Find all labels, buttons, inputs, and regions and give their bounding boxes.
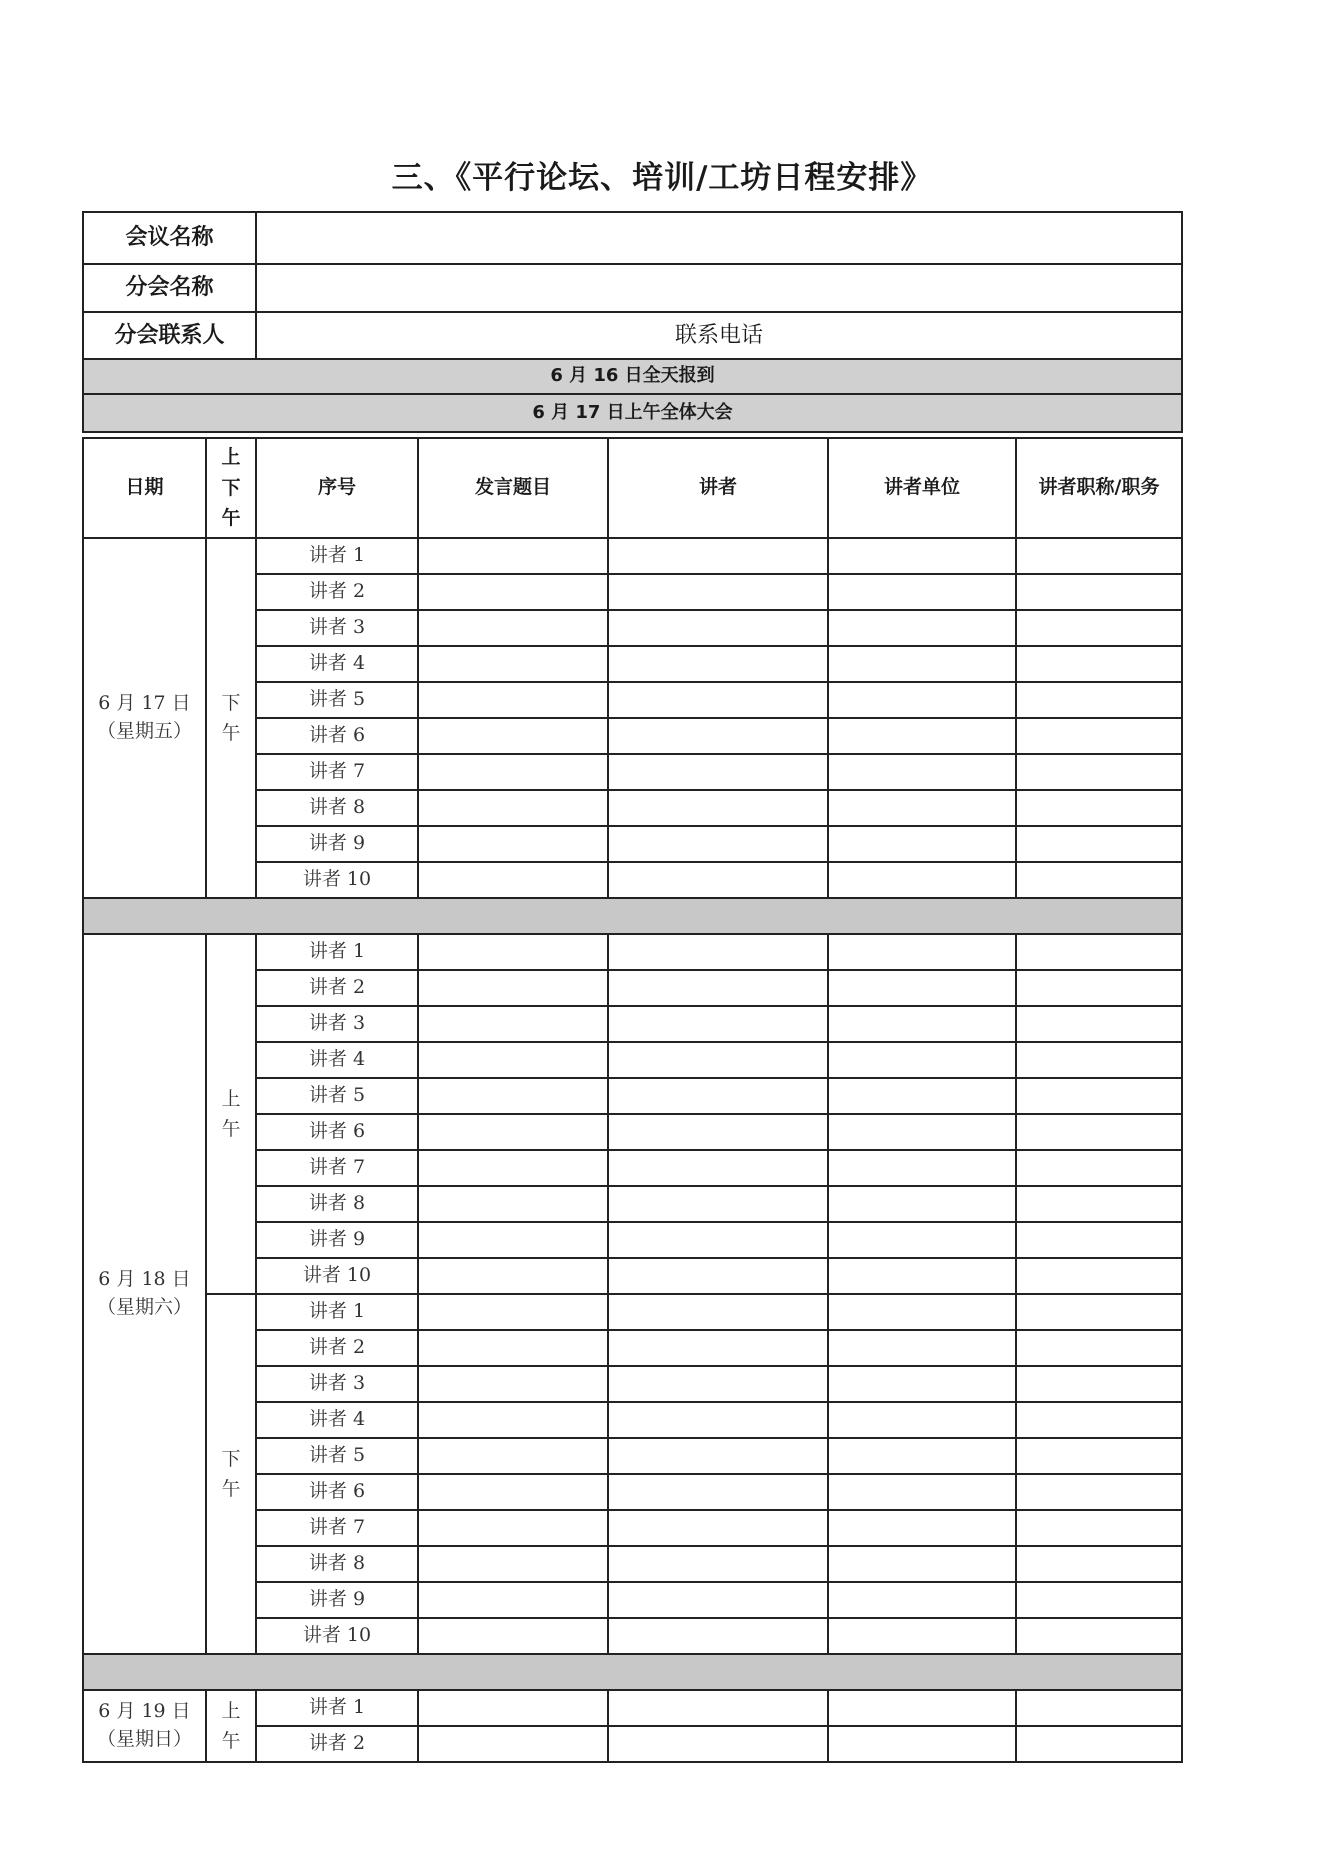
date-text: 6 月 18 日 [98, 1268, 191, 1291]
speaker-org-cell[interactable] [828, 1618, 1016, 1654]
speaker-title-cell[interactable] [1016, 1366, 1182, 1402]
speaker-seq-cell: 讲者 2 [256, 1330, 418, 1366]
speaker-name-cell[interactable] [608, 1330, 828, 1366]
col-header-topic: 发言题目 [418, 438, 608, 538]
speaker-title-cell[interactable] [1016, 1294, 1182, 1330]
meeting-name-label: 会议名称 [83, 212, 256, 264]
speaker-title-cell[interactable] [1016, 1150, 1182, 1186]
speaker-org-cell[interactable] [828, 790, 1016, 826]
speaker-name-cell[interactable] [608, 1294, 828, 1330]
speaker-seq-cell: 讲者 4 [256, 1402, 418, 1438]
contact-cell[interactable] [256, 312, 1182, 359]
speaker-name-cell[interactable] [608, 1402, 828, 1438]
speaker-title-cell[interactable] [1016, 574, 1182, 610]
date-cell [83, 1690, 206, 1762]
topic-cell[interactable] [418, 1042, 608, 1078]
col-header-title: 讲者职称/职务 [1016, 438, 1182, 538]
topic-cell[interactable] [418, 1222, 608, 1258]
period-text: 下午 [221, 1447, 241, 1500]
topic-cell[interactable] [418, 1690, 608, 1726]
plenary-band: 6 月 17 日上午全体大会 [83, 394, 1182, 432]
period-text: 上午 [221, 1699, 241, 1752]
topic-cell[interactable] [418, 1006, 608, 1042]
speaker-title-cell[interactable] [1016, 1402, 1182, 1438]
speaker-title-cell[interactable] [1016, 1618, 1182, 1654]
speaker-title-cell[interactable] [1016, 1690, 1182, 1726]
topic-cell[interactable] [418, 1474, 608, 1510]
topic-cell[interactable] [418, 1150, 608, 1186]
topic-cell[interactable] [418, 1330, 608, 1366]
speaker-seq-cell: 讲者 9 [256, 826, 418, 862]
topic-cell[interactable] [418, 1726, 608, 1762]
speaker-name-cell[interactable] [608, 862, 828, 898]
period-cell [206, 1690, 256, 1762]
speaker-name-cell[interactable] [608, 646, 828, 682]
speaker-org-cell[interactable] [828, 718, 1016, 754]
topic-cell[interactable] [418, 790, 608, 826]
meeting-name-field[interactable] [256, 212, 1182, 264]
period-cell [206, 1294, 256, 1654]
topic-cell[interactable] [418, 538, 608, 574]
speaker-title-cell[interactable] [1016, 1474, 1182, 1510]
speaker-org-cell[interactable] [828, 1042, 1016, 1078]
speaker-seq-cell: 讲者 8 [256, 790, 418, 826]
topic-cell[interactable] [418, 1114, 608, 1150]
speaker-seq-cell: 讲者 8 [256, 1186, 418, 1222]
speaker-title-cell[interactable] [1016, 862, 1182, 898]
speaker-org-cell[interactable] [828, 1438, 1016, 1474]
speaker-name-cell[interactable] [608, 718, 828, 754]
day-separator [83, 898, 1182, 934]
speaker-name-cell[interactable] [608, 1258, 828, 1294]
col-header-seq: 序号 [256, 438, 418, 538]
table-row [83, 1690, 1182, 1726]
page-title: 三、《平行论坛、培训/工坊日程安排》 [391, 160, 933, 196]
speaker-name-cell[interactable] [608, 754, 828, 790]
speaker-name-cell[interactable] [608, 610, 828, 646]
speaker-name-cell[interactable] [608, 1186, 828, 1222]
date-cell [83, 538, 206, 898]
topic-cell[interactable] [418, 970, 608, 1006]
speaker-name-cell[interactable] [608, 538, 828, 574]
topic-cell[interactable] [418, 610, 608, 646]
topic-cell[interactable] [418, 1402, 608, 1438]
day-separator [83, 1654, 1182, 1690]
speaker-org-cell[interactable] [828, 1078, 1016, 1114]
topic-cell[interactable] [418, 646, 608, 682]
topic-cell[interactable] [418, 1546, 608, 1582]
session-name-field[interactable] [256, 264, 1182, 312]
speaker-org-cell[interactable] [828, 1150, 1016, 1186]
speaker-name-cell[interactable] [608, 1690, 828, 1726]
speaker-seq-cell: 讲者 4 [256, 646, 418, 682]
speaker-org-cell[interactable] [828, 610, 1016, 646]
speaker-org-cell[interactable] [828, 1222, 1016, 1258]
date-text: 6 月 17 日 [98, 692, 191, 715]
speaker-seq-cell: 讲者 1 [256, 1294, 418, 1330]
speaker-title-cell[interactable] [1016, 1330, 1182, 1366]
speaker-title-cell[interactable] [1016, 1258, 1182, 1294]
table-row [83, 1294, 1182, 1330]
topic-cell[interactable] [418, 574, 608, 610]
speaker-title-cell[interactable] [1016, 1438, 1182, 1474]
speaker-title-cell[interactable] [1016, 1042, 1182, 1078]
speaker-title-cell[interactable] [1016, 1510, 1182, 1546]
speaker-org-cell[interactable] [828, 754, 1016, 790]
speaker-title-cell[interactable] [1016, 1222, 1182, 1258]
speaker-seq-cell: 讲者 8 [256, 1546, 418, 1582]
speaker-seq-cell: 讲者 4 [256, 1042, 418, 1078]
table-row [83, 538, 1182, 574]
speaker-org-cell[interactable] [828, 1330, 1016, 1366]
day-separator-row [83, 1654, 1182, 1690]
contact-label: 分会联系人 [83, 312, 256, 359]
topic-cell[interactable] [418, 718, 608, 754]
speaker-title-cell[interactable] [1016, 970, 1182, 1006]
speaker-title-cell[interactable] [1016, 646, 1182, 682]
topic-cell[interactable] [418, 934, 608, 970]
speaker-org-cell[interactable] [828, 538, 1016, 574]
speaker-org-cell[interactable] [828, 1402, 1016, 1438]
speaker-name-cell[interactable] [608, 1222, 828, 1258]
speaker-title-cell[interactable] [1016, 826, 1182, 862]
speaker-title-cell[interactable] [1016, 1006, 1182, 1042]
speaker-name-cell[interactable] [608, 1078, 828, 1114]
speaker-seq-cell: 讲者 2 [256, 574, 418, 610]
speaker-org-cell[interactable] [828, 682, 1016, 718]
speaker-name-cell[interactable] [608, 1510, 828, 1546]
speaker-org-cell[interactable] [828, 1474, 1016, 1510]
speaker-org-cell[interactable] [828, 1726, 1016, 1762]
speaker-name-cell[interactable] [608, 1366, 828, 1402]
day-separator-row [83, 898, 1182, 934]
meeting-info-table [82, 211, 1183, 433]
speaker-seq-cell: 讲者 5 [256, 1078, 418, 1114]
speaker-title-cell[interactable] [1016, 1114, 1182, 1150]
speaker-org-cell[interactable] [828, 646, 1016, 682]
speaker-seq-cell: 讲者 3 [256, 610, 418, 646]
speaker-name-cell[interactable] [608, 1114, 828, 1150]
topic-cell[interactable] [418, 1078, 608, 1114]
speaker-name-cell[interactable] [608, 1150, 828, 1186]
speaker-name-cell[interactable] [608, 1582, 828, 1618]
speaker-title-cell[interactable] [1016, 1582, 1182, 1618]
topic-cell[interactable] [418, 1618, 608, 1654]
date-cell [83, 934, 206, 1654]
topic-cell[interactable] [418, 862, 608, 898]
topic-cell[interactable] [418, 1582, 608, 1618]
speaker-title-cell[interactable] [1016, 1546, 1182, 1582]
speaker-org-cell[interactable] [828, 574, 1016, 610]
speaker-title-cell[interactable] [1016, 934, 1182, 970]
session-name-label: 分会名称 [83, 264, 256, 312]
speaker-name-cell[interactable] [608, 1474, 828, 1510]
col-header-speaker: 讲者 [608, 438, 828, 538]
topic-cell[interactable] [418, 682, 608, 718]
speaker-name-cell[interactable] [608, 682, 828, 718]
col-header-org: 讲者单位 [828, 438, 1016, 538]
speaker-seq-cell: 讲者 9 [256, 1582, 418, 1618]
speaker-title-cell[interactable] [1016, 754, 1182, 790]
speaker-name-cell[interactable] [608, 970, 828, 1006]
speaker-seq-cell: 讲者 1 [256, 538, 418, 574]
speaker-org-cell[interactable] [828, 1114, 1016, 1150]
registration-band: 6 月 16 日全天报到 [83, 359, 1182, 394]
speaker-seq-cell: 讲者 10 [256, 862, 418, 898]
speaker-seq-cell: 讲者 10 [256, 1258, 418, 1294]
speaker-name-cell[interactable] [608, 1042, 828, 1078]
date-text: 6 月 19 日 [98, 1700, 191, 1723]
period-cell [206, 538, 256, 898]
speaker-org-cell[interactable] [828, 862, 1016, 898]
speaker-org-cell[interactable] [828, 1258, 1016, 1294]
speaker-org-cell[interactable] [828, 1366, 1016, 1402]
speaker-title-cell[interactable] [1016, 682, 1182, 718]
topic-cell[interactable] [418, 1294, 608, 1330]
topic-cell[interactable] [418, 754, 608, 790]
period-text: 下午 [221, 691, 241, 744]
speaker-org-cell[interactable] [828, 826, 1016, 862]
speaker-title-cell[interactable] [1016, 718, 1182, 754]
header-row [83, 438, 1182, 538]
speaker-seq-cell: 讲者 1 [256, 1690, 418, 1726]
speaker-org-cell[interactable] [828, 1006, 1016, 1042]
col-header-date: 日期 [83, 438, 206, 538]
topic-cell[interactable] [418, 1510, 608, 1546]
speaker-org-cell[interactable] [828, 1690, 1016, 1726]
weekday-text: （星期六） [96, 1296, 192, 1318]
speaker-org-cell[interactable] [828, 1582, 1016, 1618]
speaker-name-cell[interactable] [608, 1726, 828, 1762]
speaker-seq-cell: 讲者 2 [256, 1726, 418, 1762]
col-header-period [206, 438, 256, 538]
speaker-name-cell[interactable] [608, 790, 828, 826]
speaker-title-cell[interactable] [1016, 610, 1182, 646]
period-cell [206, 934, 256, 1294]
period-text: 上午 [221, 1087, 241, 1140]
topic-cell[interactable] [418, 1438, 608, 1474]
speaker-org-cell[interactable] [828, 1510, 1016, 1546]
topic-cell[interactable] [418, 1366, 608, 1402]
speaker-seq-cell: 讲者 7 [256, 1510, 418, 1546]
speaker-title-cell[interactable] [1016, 538, 1182, 574]
speaker-org-cell[interactable] [828, 970, 1016, 1006]
speaker-seq-cell: 讲者 6 [256, 1474, 418, 1510]
speaker-name-cell[interactable] [608, 826, 828, 862]
speaker-title-cell[interactable] [1016, 1078, 1182, 1114]
speaker-title-cell[interactable] [1016, 790, 1182, 826]
speaker-org-cell[interactable] [828, 1186, 1016, 1222]
speaker-seq-cell: 讲者 7 [256, 754, 418, 790]
weekday-text: （星期五） [96, 720, 192, 742]
speaker-name-cell[interactable] [608, 1006, 828, 1042]
speaker-seq-cell: 讲者 6 [256, 1114, 418, 1150]
speaker-org-cell[interactable] [828, 1546, 1016, 1582]
schedule-table [82, 437, 1183, 1763]
speaker-seq-cell: 讲者 5 [256, 1438, 418, 1474]
speaker-seq-cell: 讲者 2 [256, 970, 418, 1006]
speaker-seq-cell: 讲者 5 [256, 682, 418, 718]
speaker-seq-cell: 讲者 1 [256, 934, 418, 970]
speaker-org-cell[interactable] [828, 934, 1016, 970]
speaker-seq-cell: 讲者 9 [256, 1222, 418, 1258]
topic-cell[interactable] [418, 1258, 608, 1294]
speaker-seq-cell: 讲者 3 [256, 1006, 418, 1042]
speaker-name-cell[interactable] [608, 574, 828, 610]
speaker-name-cell[interactable] [608, 1546, 828, 1582]
speaker-title-cell[interactable] [1016, 1186, 1182, 1222]
table-row [83, 934, 1182, 970]
speaker-name-cell[interactable] [608, 1438, 828, 1474]
speaker-seq-cell: 讲者 7 [256, 1150, 418, 1186]
topic-cell[interactable] [418, 826, 608, 862]
speaker-seq-cell: 讲者 6 [256, 718, 418, 754]
speaker-name-cell[interactable] [608, 1618, 828, 1654]
speaker-org-cell[interactable] [828, 1294, 1016, 1330]
speaker-seq-cell: 讲者 3 [256, 1366, 418, 1402]
speaker-title-cell[interactable] [1016, 1726, 1182, 1762]
col-header-period-text: 上下午 [221, 446, 241, 530]
topic-cell[interactable] [418, 1186, 608, 1222]
phone-label: 联系电话 [674, 322, 763, 348]
weekday-text: （星期日） [96, 1728, 192, 1750]
speaker-name-cell[interactable] [608, 934, 828, 970]
speaker-seq-cell: 讲者 10 [256, 1618, 418, 1654]
